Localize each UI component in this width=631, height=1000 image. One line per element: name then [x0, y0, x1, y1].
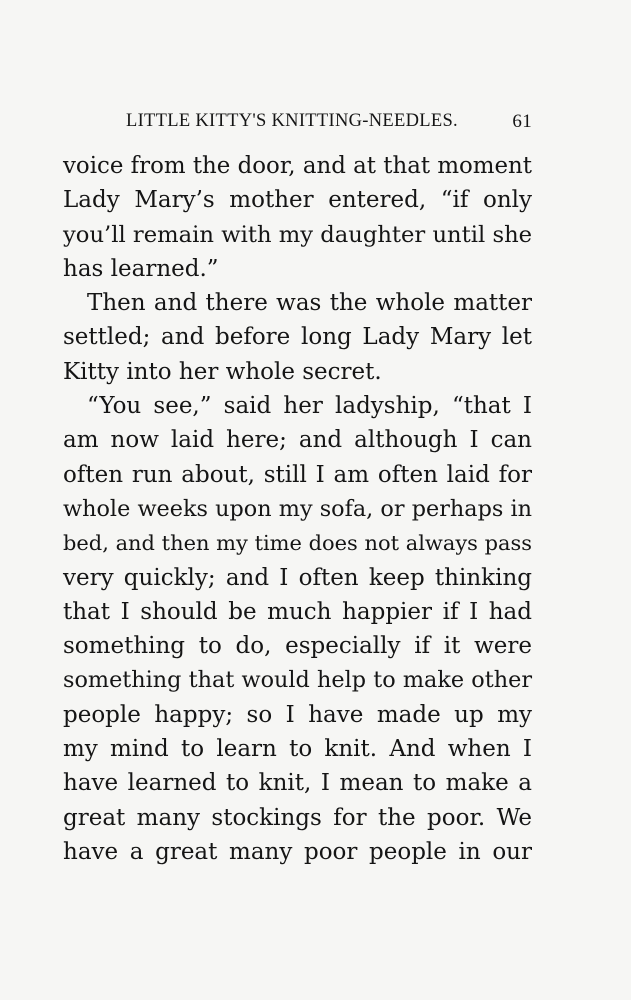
text-line: my mind to learn to knit. And when I [63, 736, 532, 763]
text-line: have a great many poor people in our [63, 838, 532, 865]
page-number: 61 [512, 111, 532, 132]
text-line: whole weeks upon my sofa, or perhaps in [63, 495, 532, 522]
text-line: Lady Mary’s mother entered, “if only [63, 187, 532, 214]
running-header [62, 111, 534, 137]
text-line: am now laid here; and although I can [63, 427, 532, 454]
text-line: has learned.” [63, 255, 219, 282]
text-line: Then and there was the whole matter [87, 290, 532, 317]
text-line: settled; and before long Lady Mary let [63, 324, 532, 351]
text-line: Kitty into her whole secret. [63, 358, 382, 385]
text-line: that I should be much happier if I had [63, 598, 532, 625]
text-line: great many stockings for the poor. We [63, 804, 532, 831]
text-line: voice from the door, and at that moment [63, 153, 532, 179]
text-line: something that would help to make other [63, 667, 532, 694]
running-title: LITTLE KITTY'S KNITTING-NEEDLES. [126, 111, 458, 131]
text-line: something to do, especially if it were [63, 633, 532, 660]
text-line: you’ll remain with my daughter until she [63, 221, 533, 248]
text-line: “You see,” said her ladyship, “that I [87, 393, 532, 420]
text-line: bed, and then my time does not always pass [63, 531, 532, 556]
text-line: people happy; so I have made up my [63, 701, 532, 728]
body-text [63, 149, 532, 869]
text-line: have learned to knit, I mean to make a [63, 770, 532, 797]
text-line: often run about, still I am often laid for [63, 461, 532, 488]
text-line: very quickly; and I often keep thinking [63, 564, 532, 591]
